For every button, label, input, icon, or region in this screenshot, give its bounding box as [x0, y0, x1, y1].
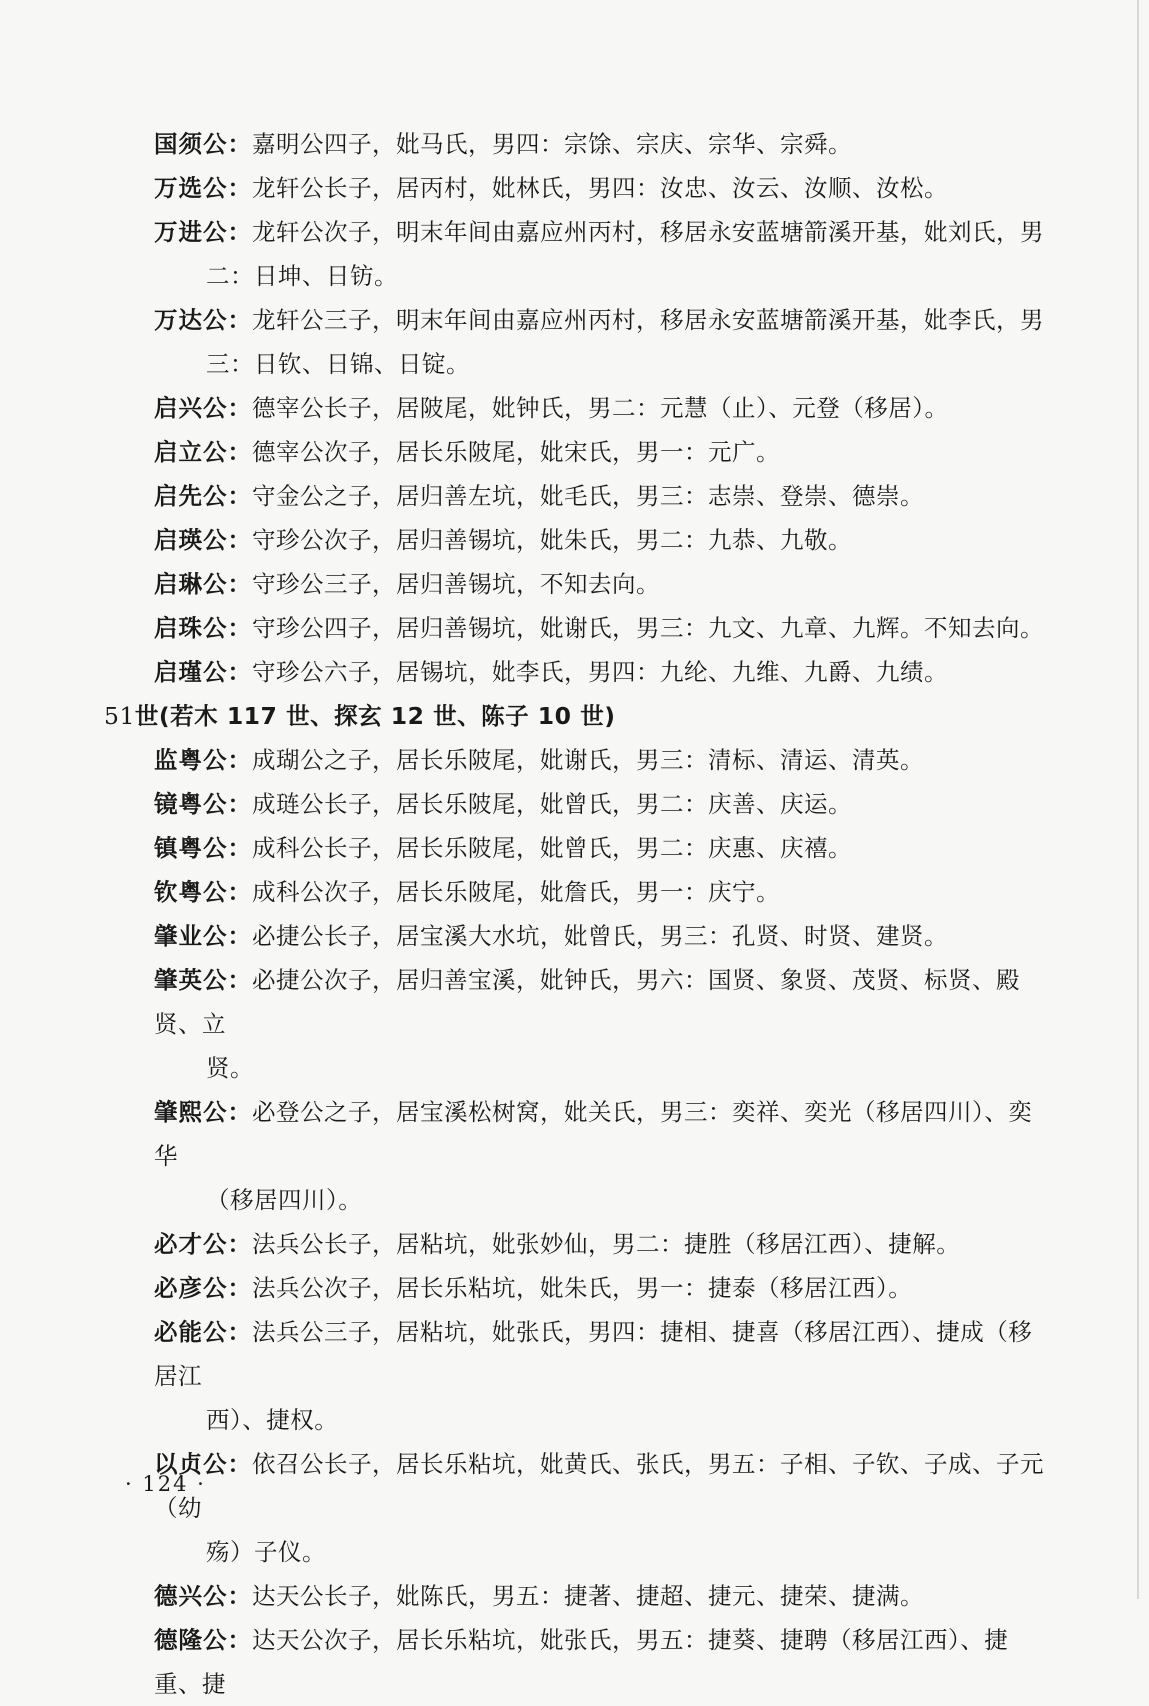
- ancestor-name: 镜粤公: [154, 790, 228, 818]
- ancestor-name: 必能公: [154, 1318, 228, 1346]
- genealogy-entry: [154, 210, 1044, 298]
- ancestor-name: 启先公: [154, 482, 228, 510]
- entry-list-part-1: [104, 122, 1044, 694]
- entry-text-continuation: 西）、捷权。: [206, 1406, 339, 1434]
- generation-title: 世(若木 117 世、探玄 12 世、陈子 10 世): [134, 702, 616, 730]
- genealogy-entry: [154, 782, 1044, 826]
- name-separator: ：: [227, 570, 252, 598]
- name-separator: ：: [227, 790, 252, 818]
- entry-text: 法兵公长子，居粘坑，妣张妙仙，男二：捷胜（移居江西）、捷解。: [252, 1230, 961, 1258]
- name-separator: ：: [227, 218, 252, 246]
- name-separator: ：: [227, 1098, 252, 1126]
- genealogy-entry: [154, 870, 1044, 914]
- genealogy-entry: [154, 1442, 1044, 1574]
- ancestor-name: 启立公: [154, 438, 228, 466]
- genealogy-entry: [154, 606, 1044, 650]
- entry-text: 德宰公次子，居长乐陂尾，妣宋氏，男一：元广。: [252, 438, 780, 466]
- genealogy-entry: [154, 518, 1044, 562]
- ancestor-name: 启珠公: [154, 614, 228, 642]
- entry-text: 成琏公长子，居长乐陂尾，妣曾氏，男二：庆善、庆运。: [252, 790, 852, 818]
- ancestor-name: 肇英公: [154, 966, 228, 994]
- name-separator: ：: [227, 174, 252, 202]
- entry-text: 龙轩公长子，居丙村，妣林氏，男四：汝忠、汝云、汝顺、汝松。: [252, 174, 948, 202]
- name-separator: ：: [227, 1274, 252, 1302]
- name-separator: ：: [227, 966, 252, 994]
- name-separator: ：: [227, 658, 252, 686]
- genealogy-entry: [154, 1266, 1044, 1310]
- entry-text: 必捷公次子，居归善宝溪，妣钟氏，男六：国贤、象贤、茂贤、标贤、殿贤、立: [154, 966, 1020, 1038]
- name-separator: ：: [227, 1626, 252, 1654]
- entry-text: 依召公长子，居长乐粘坑，妣黄氏、张氏，男五：子相、子钦、子成、子元（幼: [154, 1450, 1044, 1522]
- ancestor-name: 国须公: [154, 130, 228, 158]
- entry-text-continuation: （移居四川）。: [206, 1186, 363, 1214]
- name-separator: ：: [227, 1582, 252, 1610]
- ancestor-name: 监粤公: [154, 746, 228, 774]
- ancestor-name: 肇熙公: [154, 1098, 228, 1126]
- ancestor-name: 万达公: [154, 306, 228, 334]
- ancestor-name: 必才公: [154, 1230, 228, 1258]
- entry-text-continuation: 贤。: [206, 1054, 254, 1082]
- entry-text: 龙轩公次子，明末年间由嘉应州丙村，移居永安蓝塘箭溪开基，妣刘氏，男: [252, 218, 1044, 246]
- genealogy-entry: [154, 1574, 1044, 1618]
- entry-text: 法兵公次子，居长乐粘坑，妣朱氏，男一：捷泰（移居江西）。: [252, 1274, 913, 1302]
- ancestor-name: 德兴公: [154, 1582, 228, 1610]
- entry-text: 守珍公四子，居归善锡坑，妣谢氏，男三：九文、九章、九辉。不知去向。: [252, 614, 1044, 642]
- page-number: · 124 ·: [125, 1472, 206, 1496]
- entry-text: 法兵公三子，居粘坑，妣张氏，男四：捷相、捷喜（移居江西）、捷成（移居江: [154, 1318, 1033, 1390]
- genealogy-entry: [154, 914, 1044, 958]
- name-separator: ：: [227, 438, 252, 466]
- entry-text: 成科公次子，居长乐陂尾，妣詹氏，男一：庆宁。: [252, 878, 780, 906]
- ancestor-name: 钦粤公: [154, 878, 228, 906]
- name-separator: ：: [227, 922, 252, 950]
- genealogy-entry: [154, 1310, 1044, 1442]
- entry-text: 达天公长子，妣陈氏，男五：捷著、捷超、捷元、捷荣、捷满。: [252, 1582, 924, 1610]
- ancestor-name: 肇业公: [154, 922, 228, 950]
- genealogy-entry: [154, 1090, 1044, 1222]
- ancestor-name: 启兴公: [154, 394, 228, 422]
- entry-text: 达天公次子，居长乐粘坑，妣张氏，男五：捷葵、捷聘（移居江西）、捷重、捷: [154, 1626, 1009, 1698]
- generation-number: 51: [104, 702, 135, 730]
- genealogy-entry: [154, 386, 1044, 430]
- genealogy-entry: [154, 958, 1044, 1090]
- genealogy-entry: [154, 1222, 1044, 1266]
- entry-text: 嘉明公四子，妣马氏，男四：宗馀、宗庆、宗华、宗舜。: [252, 130, 852, 158]
- genealogy-entry: [154, 826, 1044, 870]
- entry-text: 成瑚公之子，居长乐陂尾，妣谢氏，男三：清标、清运、清英。: [252, 746, 924, 774]
- entry-text: 成科公长子，居长乐陂尾，妣曾氏，男二：庆惠、庆禧。: [252, 834, 852, 862]
- ancestor-name: 镇粤公: [154, 834, 228, 862]
- genealogy-content: [104, 122, 1044, 1706]
- genealogy-entry: [154, 738, 1044, 782]
- entry-text: 德宰公长子，居陂尾，妣钟氏，男二：元慧（止）、元登（移居）。: [252, 394, 949, 422]
- genealogy-entry: [154, 122, 1044, 166]
- ancestor-name: 启琳公: [154, 570, 228, 598]
- genealogy-entry: [154, 562, 1044, 606]
- ancestor-name: 万进公: [154, 218, 228, 246]
- genealogy-entry: [154, 474, 1044, 518]
- name-separator: ：: [227, 1230, 252, 1258]
- entry-text: 守珍公次子，居归善锡坑，妣朱氏，男二：九恭、九敬。: [252, 526, 852, 554]
- name-separator: ：: [227, 834, 252, 862]
- ancestor-name: 必彦公: [154, 1274, 228, 1302]
- entry-text-continuation: 殇）子仪。: [206, 1538, 326, 1566]
- name-separator: ：: [227, 394, 252, 422]
- scan-edge-line: [1137, 0, 1139, 1599]
- ancestor-name: 启瑾公: [154, 658, 228, 686]
- name-separator: ：: [227, 878, 252, 906]
- ancestor-name: 德隆公: [154, 1626, 228, 1654]
- entry-text: 必捷公长子，居宝溪大水坑，妣曾氏，男三：孔贤、时贤、建贤。: [252, 922, 948, 950]
- genealogy-entry: [154, 430, 1044, 474]
- ancestor-name: 启瑛公: [154, 526, 228, 554]
- generation-heading: [104, 694, 1044, 738]
- name-separator: ：: [227, 614, 252, 642]
- entry-text: 守珍公三子，居归善锡坑，不知去向。: [252, 570, 660, 598]
- name-separator: ：: [227, 1318, 252, 1346]
- name-separator: ：: [227, 130, 252, 158]
- genealogy-entry: [154, 1618, 1044, 1706]
- entry-text: 守金公之子，居归善左坑，妣毛氏，男三：志崇、登崇、德崇。: [252, 482, 924, 510]
- entry-text: 必登公之子，居宝溪松树窝，妣关氏，男三：奕祥、奕光（移居四川）、奕华: [154, 1098, 1033, 1170]
- entry-text-continuation: 二：日坤、日钫。: [206, 262, 398, 290]
- entry-list-part-2: [104, 738, 1044, 1706]
- entry-text: 龙轩公三子，明末年间由嘉应州丙村，移居永安蓝塘箭溪开基，妣李氏，男: [252, 306, 1044, 334]
- genealogy-entry: [154, 166, 1044, 210]
- entry-text-continuation: 三：日钦、日锦、日锭。: [206, 350, 470, 378]
- name-separator: ：: [227, 482, 252, 510]
- genealogy-entry: [154, 298, 1044, 386]
- name-separator: ：: [227, 306, 252, 334]
- ancestor-name: 以贞公: [154, 1450, 228, 1478]
- name-separator: ：: [227, 1450, 252, 1478]
- ancestor-name: 万选公: [154, 174, 228, 202]
- name-separator: ：: [227, 526, 252, 554]
- name-separator: ：: [227, 746, 252, 774]
- entry-text: 守珍公六子，居锡坑，妣李氏，男四：九纶、九维、九爵、九绩。: [252, 658, 948, 686]
- genealogy-entry: [154, 650, 1044, 694]
